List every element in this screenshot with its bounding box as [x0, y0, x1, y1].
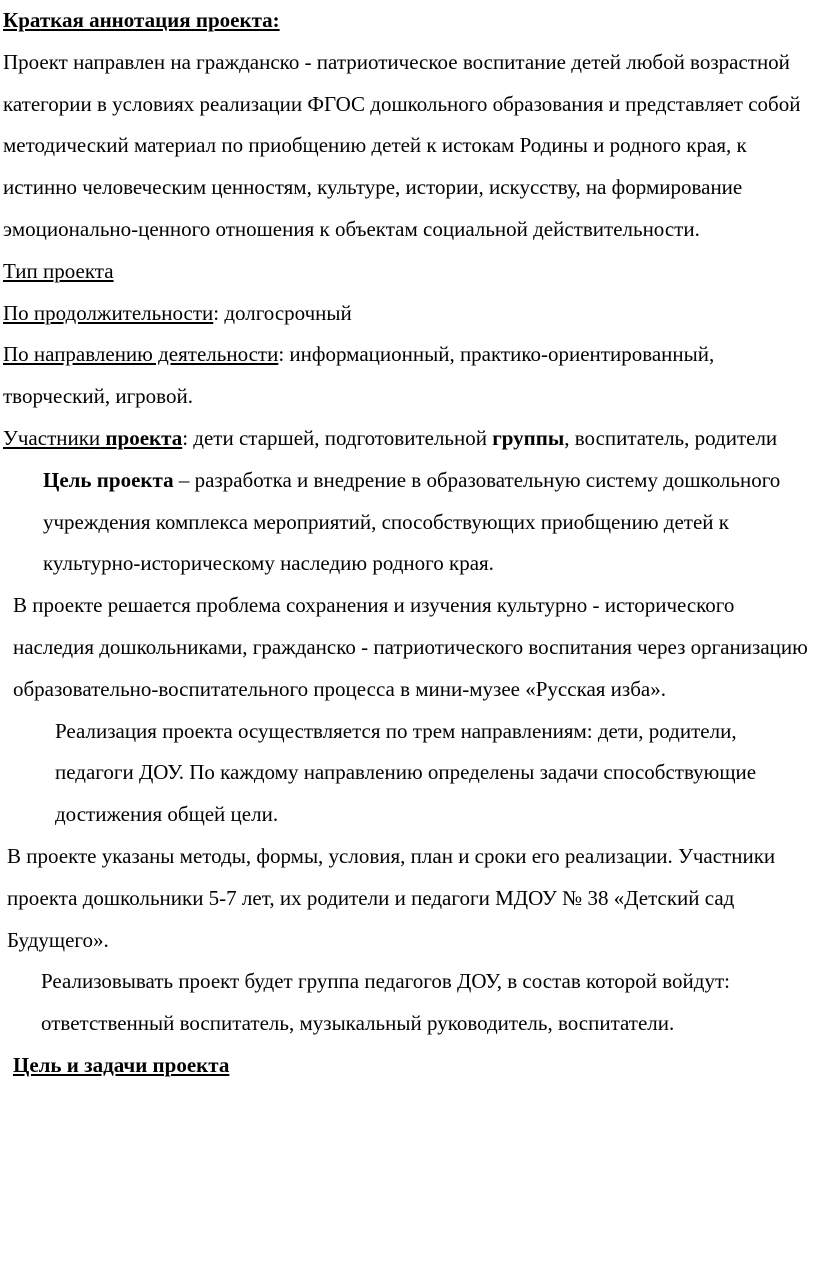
duration-value: : долгосрочный	[213, 300, 352, 325]
participants-label-bold: проекта	[105, 425, 183, 450]
duration-line	[3, 293, 813, 335]
direction-value: : информационный, практико-ориентированный, творческий, игровой.	[3, 342, 715, 409]
intro-paragraph: Проект направлен на гражданско - патриотическое воспитание детей любой возрастной категории в условиях реализации ФГОС дошкольного образования и представляет собой методический материал по приобщению детей к истокам Родины и родного края, к истинно человеческим ценностям, культуре, истории, искусству, на формирование эмоционально-ценного отношения к объектам социальной действительности.	[3, 49, 801, 241]
goal-paragraph	[3, 460, 813, 585]
participants-label-text: Участники	[3, 425, 101, 450]
goals-heading-line	[3, 1045, 813, 1087]
participants-text1: : дети старшей, подготовительной	[182, 425, 493, 450]
realization-paragraph: Реализация проекта осуществляется по трем направлениям: дети, родители, педагоги ДОУ. По каждому направлению определены задачи способствующие достижения общей цели.	[55, 718, 757, 827]
team-paragraph: Реализовывать проект будет группа педагогов ДОУ, в состав которой войдут: ответственный воспитатель, музыкальный руководитель, воспитатели.	[41, 969, 730, 1036]
project-type-line	[3, 251, 813, 293]
project-type-label: Тип проекта	[3, 258, 114, 283]
goals-heading: Цель и задачи проекта	[13, 1052, 230, 1077]
participants-label	[3, 426, 182, 450]
participants-line	[3, 418, 813, 460]
direction-line	[3, 334, 813, 418]
participants-bold-group: группы	[492, 425, 565, 450]
methods-paragraph: В проекте указаны методы, формы, условия, план и сроки его реализации. Участники проекта дошкольники 5-7 лет, их родители и педагоги МДОУ № 38 «Детский сад Будущего».	[7, 843, 776, 952]
document-page	[3, 0, 813, 1087]
problem-paragraph: В проекте решается проблема сохранения и изучения культурно - исторического наследия дошкольниками, гражданско - патриотического воспитания через организацию образовательно-воспитательного процесса в мини-музее «Русская изба».	[13, 593, 808, 701]
goal-label: Цель проекта	[43, 467, 174, 492]
direction-label: По направлению деятельности	[3, 342, 279, 367]
duration-label: По продолжительности	[3, 300, 214, 325]
participants-text2: , воспитатель, родители	[564, 425, 778, 450]
annotation-heading	[3, 0, 813, 42]
annotation-heading-text: Краткая аннотация проекта:	[3, 8, 280, 32]
goal-text: – разработка и внедрение в образовательную систему дошкольного учреждения комплекса мероприятий, способствующих приобщению детей к культурно-историческому наследию родного края.	[43, 467, 781, 576]
